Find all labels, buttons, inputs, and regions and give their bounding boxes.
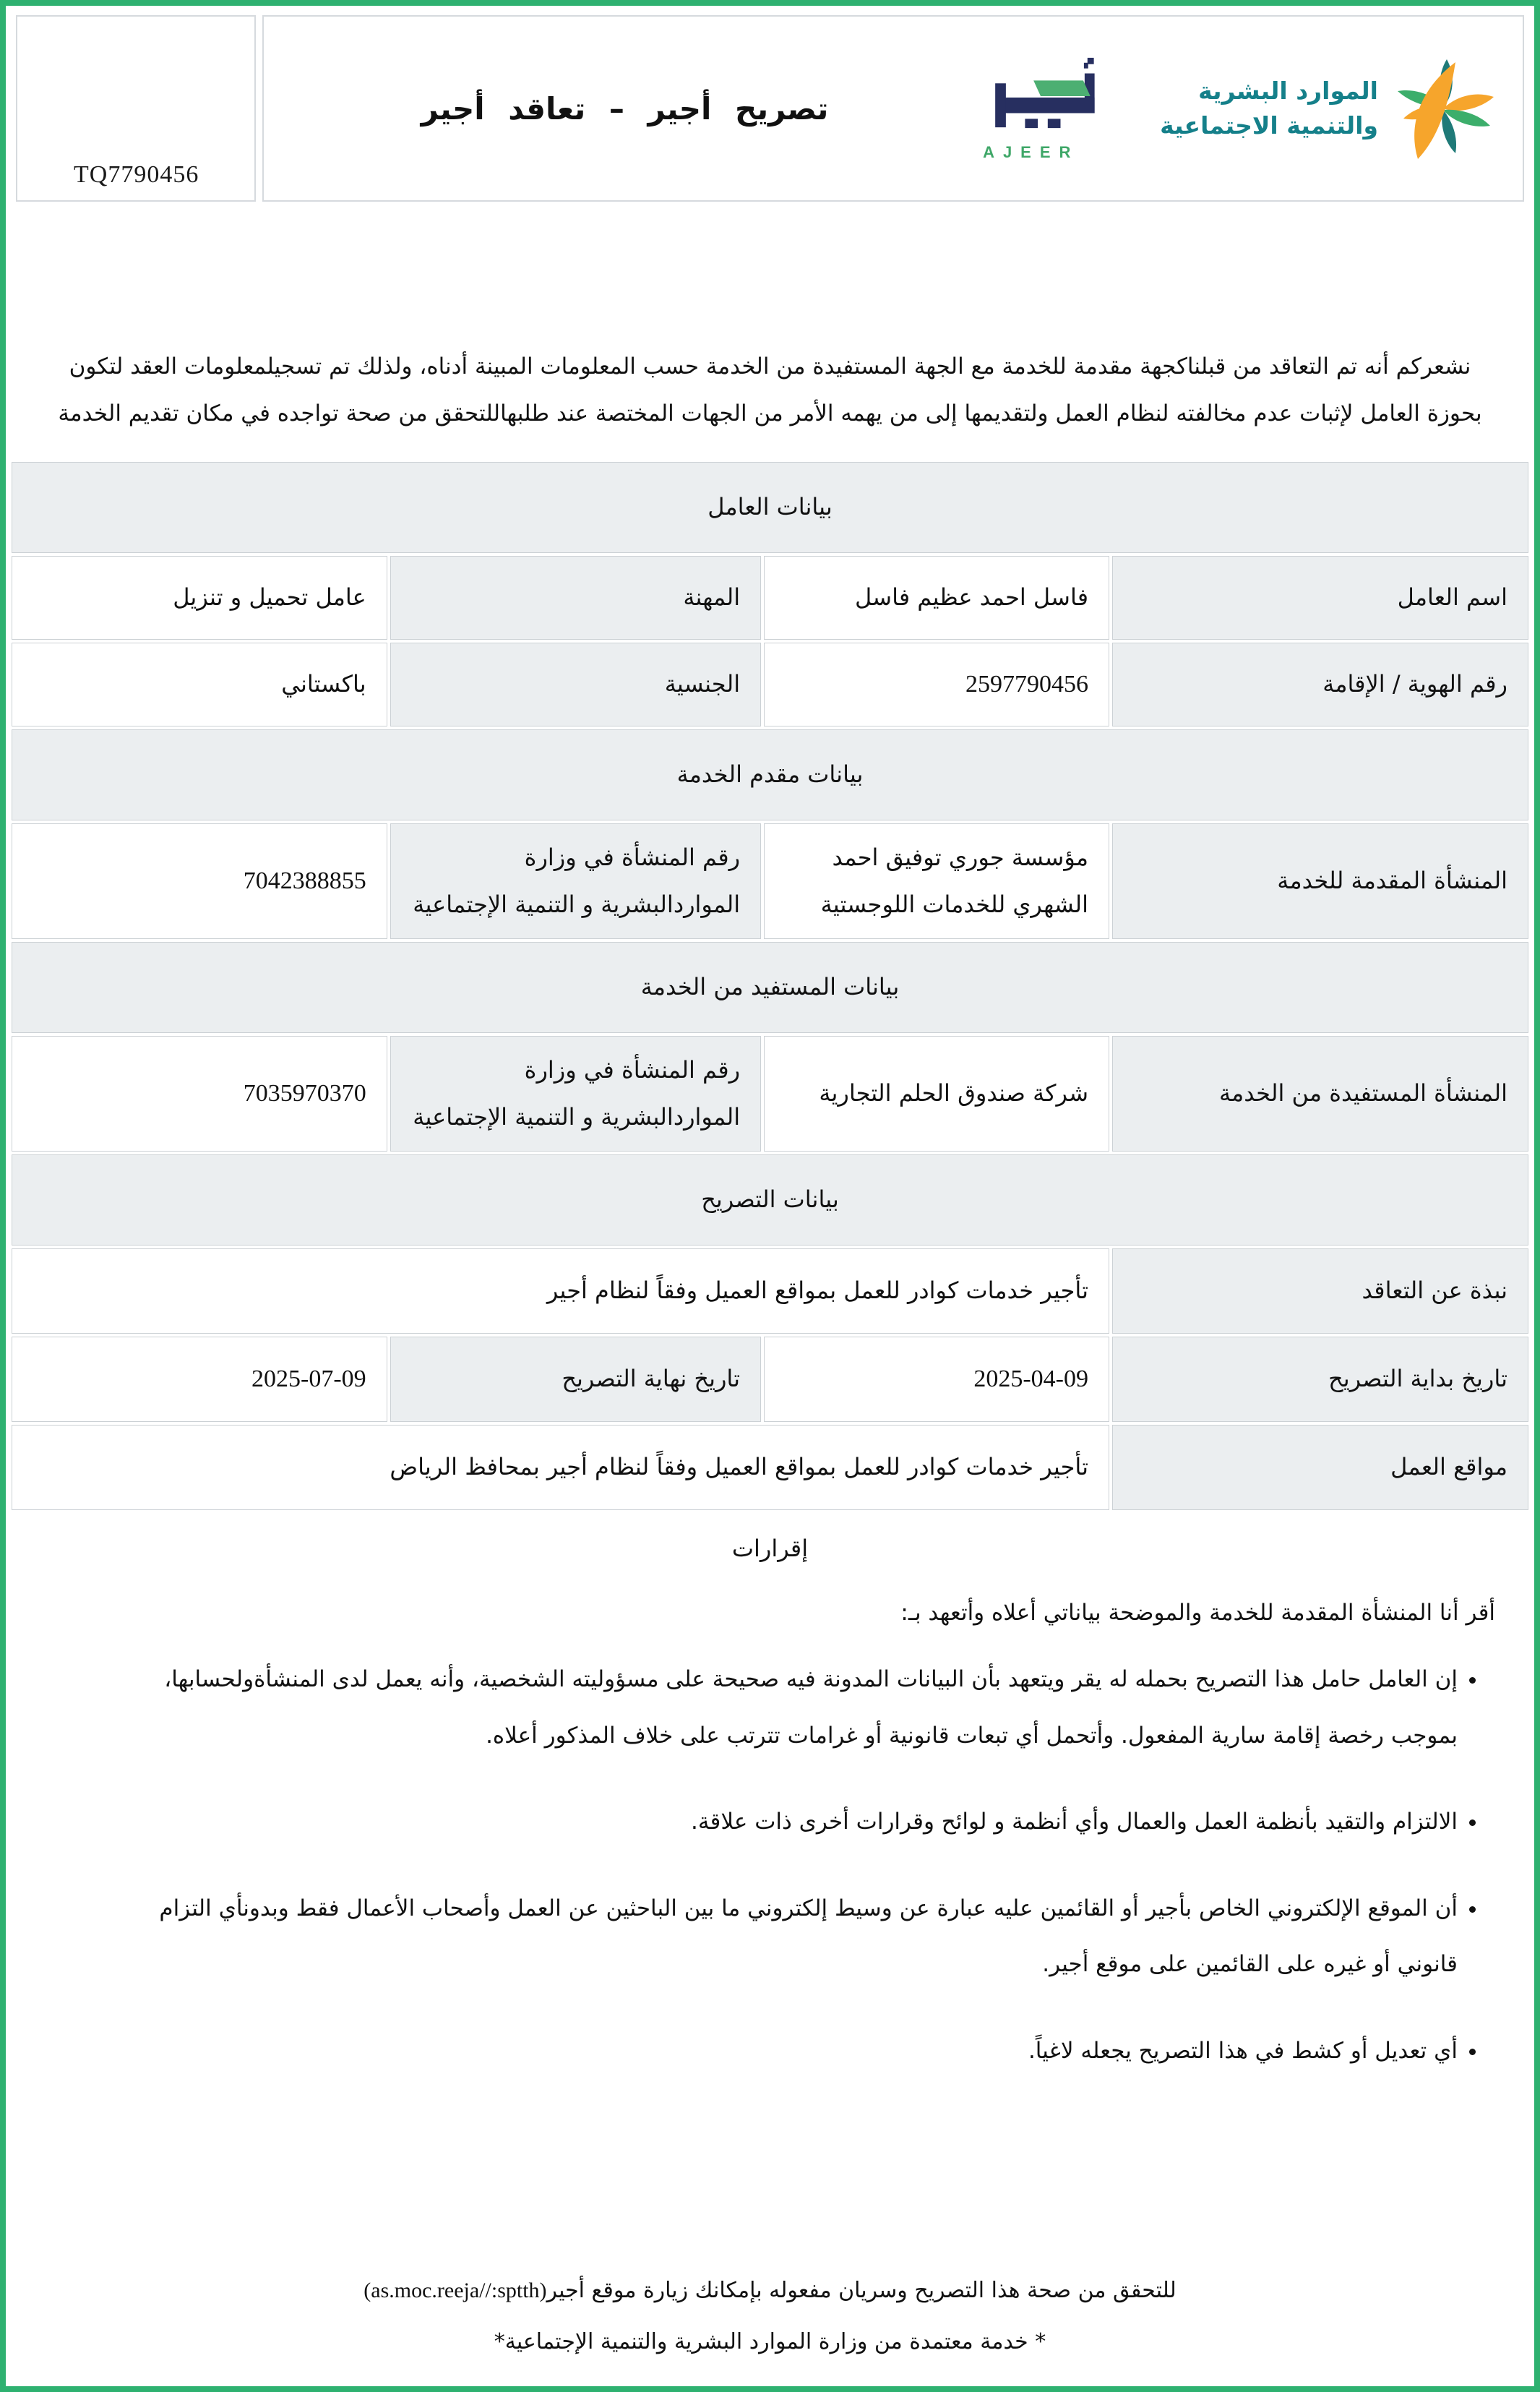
intro-paragraph: نشعركم أنه تم التعاقد من قبلناكجهة مقدمة للخدمة مع الجهة المستفيدة من الخدمة حسب المعلومات المبينة أدناه، ولذلك تم تسجيلمعلومات العقد لتكون بحوزة العامل لإثبات عدم مخالفته لنظام العمل ولتقديمها إلى من يهمه الأمر من الجهات المختصة عند طلبهاللتحقق من صحة تواجده في مكان تقديم الخدمة	[58, 353, 1482, 427]
profession-value: عامل تحميل و تنزيل	[12, 556, 387, 640]
worker-name-value: فاسل احمد عظيم فاسل	[764, 556, 1109, 640]
contract-summary-label: نبذة عن التعاقد	[1112, 1248, 1528, 1334]
permit-number: TQ7790456	[74, 161, 199, 188]
section-beneficiary-header	[12, 942, 1528, 1033]
nationality-value: باكستاني	[12, 643, 387, 726]
beneficiary-name-value: شركة صندوق الحلم التجارية	[764, 1036, 1109, 1152]
header-main-box	[262, 15, 1524, 202]
declaration-item: • أن الموقع الإلكتروني الخاص بأجير أو القائمين عليه عبارة عن وسيط إلكتروني ما بين الباحثين عن العمل وأصحاب الأعمال فقط وبدونأي التزام قانوني أو غيره على القائمين على موقع أجير.	[136, 1881, 1458, 1993]
declaration-item: • الالتزام والتقيد بأنظمة العمل والعمال وأي أنظمة و لوائح وقرارات أخرى ذات علاقة.	[136, 1794, 1458, 1851]
section-title-beneficiary: بيانات المستفيد من الخدمة	[12, 942, 1528, 1033]
section-title-worker: بيانات العامل	[12, 462, 1528, 553]
declarations-heading: إقرارات	[731, 1535, 809, 1563]
table-row	[12, 556, 1528, 640]
table-row	[12, 1425, 1528, 1510]
provider-mol-number-label: رقم المنشأة في وزارة المواردالبشرية و التنمية الإجتماعية	[390, 823, 761, 939]
work-locations-value: تأجير خدمات كوادر للعمل بمواقع العميل وفقاً لنظام أجير بمحافظ الرياض	[12, 1425, 1109, 1510]
ministry-name	[1160, 74, 1378, 143]
declarations-list	[49, 1652, 1491, 2109]
table-row	[12, 1248, 1528, 1334]
provider-mol-number-value: 7042388855	[12, 823, 387, 939]
table-row	[12, 643, 1528, 726]
table-row	[12, 1337, 1528, 1422]
footer	[6, 2265, 1534, 2386]
declaration-item: • أي تعديل أو كشط في هذا التصريح يجعله لاغياً.	[136, 2023, 1458, 2080]
start-date-label: تاريخ بداية التصريح	[1112, 1337, 1528, 1422]
footer-approved-line: * خدمة معتمدة من وزارة الموارد البشرية والتنمية الإجتماعية*	[494, 2328, 1046, 2354]
ajeer-wordmark-icon	[983, 55, 1098, 133]
id-number-value: 2597790456	[764, 643, 1109, 726]
table-row	[12, 823, 1528, 939]
section-provider-header	[12, 729, 1528, 820]
beneficiary-mol-number-label: رقم المنشأة في وزارة المواردالبشرية و التنمية الإجتماعية	[390, 1036, 761, 1152]
permit-table	[9, 459, 1531, 1513]
beneficiary-name-label: المنشأة المستفيدة من الخدمة	[1112, 1036, 1528, 1152]
declarations-intro: أقر أنا المنشأة المقدمة للخدمة والموضحة بياناتي أعلاه وأتعهد بـ:	[900, 1600, 1495, 1626]
permit-number-box	[16, 15, 256, 202]
ministry-logo	[1160, 51, 1498, 166]
ministry-name-line1: الموارد البشرية	[1198, 77, 1378, 106]
header	[16, 15, 1524, 202]
ajeer-logo	[983, 55, 1109, 162]
provider-name-value: مؤسسة جوري توفيق احمد الشهري للخدمات اللوجستية	[764, 823, 1109, 939]
provider-name-label: المنشأة المقدمة للخدمة	[1112, 823, 1528, 939]
beneficiary-mol-number-value: 7035970370	[12, 1036, 387, 1152]
ministry-name-line2: والتنمية الاجتماعية	[1160, 111, 1378, 140]
profession-label: المهنة	[390, 556, 761, 640]
table-row	[12, 1036, 1528, 1152]
end-date-value: 2025-07-09	[12, 1337, 387, 1422]
work-locations-label: مواقع العمل	[1112, 1425, 1528, 1510]
footer-verify-line	[6, 2265, 1534, 2317]
page-title: تصريح أجير – تعاقد أجير	[421, 90, 829, 127]
ministry-palm-icon	[1388, 51, 1498, 166]
section-title-permit: بيانات التصريح	[12, 1154, 1528, 1246]
worker-name-label: اسم العامل	[1112, 556, 1528, 640]
nationality-label: الجنسية	[390, 643, 761, 726]
start-date-value: 2025-04-09	[764, 1337, 1109, 1422]
ajeer-latin-label: AJEER	[983, 143, 1080, 161]
section-title-provider: بيانات مقدم الخدمة	[12, 729, 1528, 820]
section-worker-header	[12, 462, 1528, 553]
footer-verify-text: للتحقق من صحة هذا التصريح وسريان مفعوله بإمكانك زيارة موقع أجير	[546, 2278, 1176, 2303]
footer-verify-url: (as.moc.reeja//:sptth)	[364, 2279, 547, 2302]
contract-summary-value: تأجير خدمات كوادر للعمل بمواقع العميل وفقاً لنظام أجير	[12, 1248, 1109, 1334]
section-permit-header	[12, 1154, 1528, 1246]
end-date-label: تاريخ نهاية التصريح	[390, 1337, 761, 1422]
declaration-item: • إن العامل حامل هذا التصريح بحمله له يقر ويتعهد بأن البيانات المدونة فيه صحيحة على مسؤوليته الشخصية، وأنه يعمل لدى المنشأةولحسابها، بموجب رخصة إقامة سارية المفعول. وأتحمل أي تبعات قانونية أو غرامات تترتب على خلاف المذكور أعلاه.	[136, 1652, 1458, 1764]
title-area	[288, 91, 961, 127]
id-number-label: رقم الهوية / الإقامة	[1112, 643, 1528, 726]
